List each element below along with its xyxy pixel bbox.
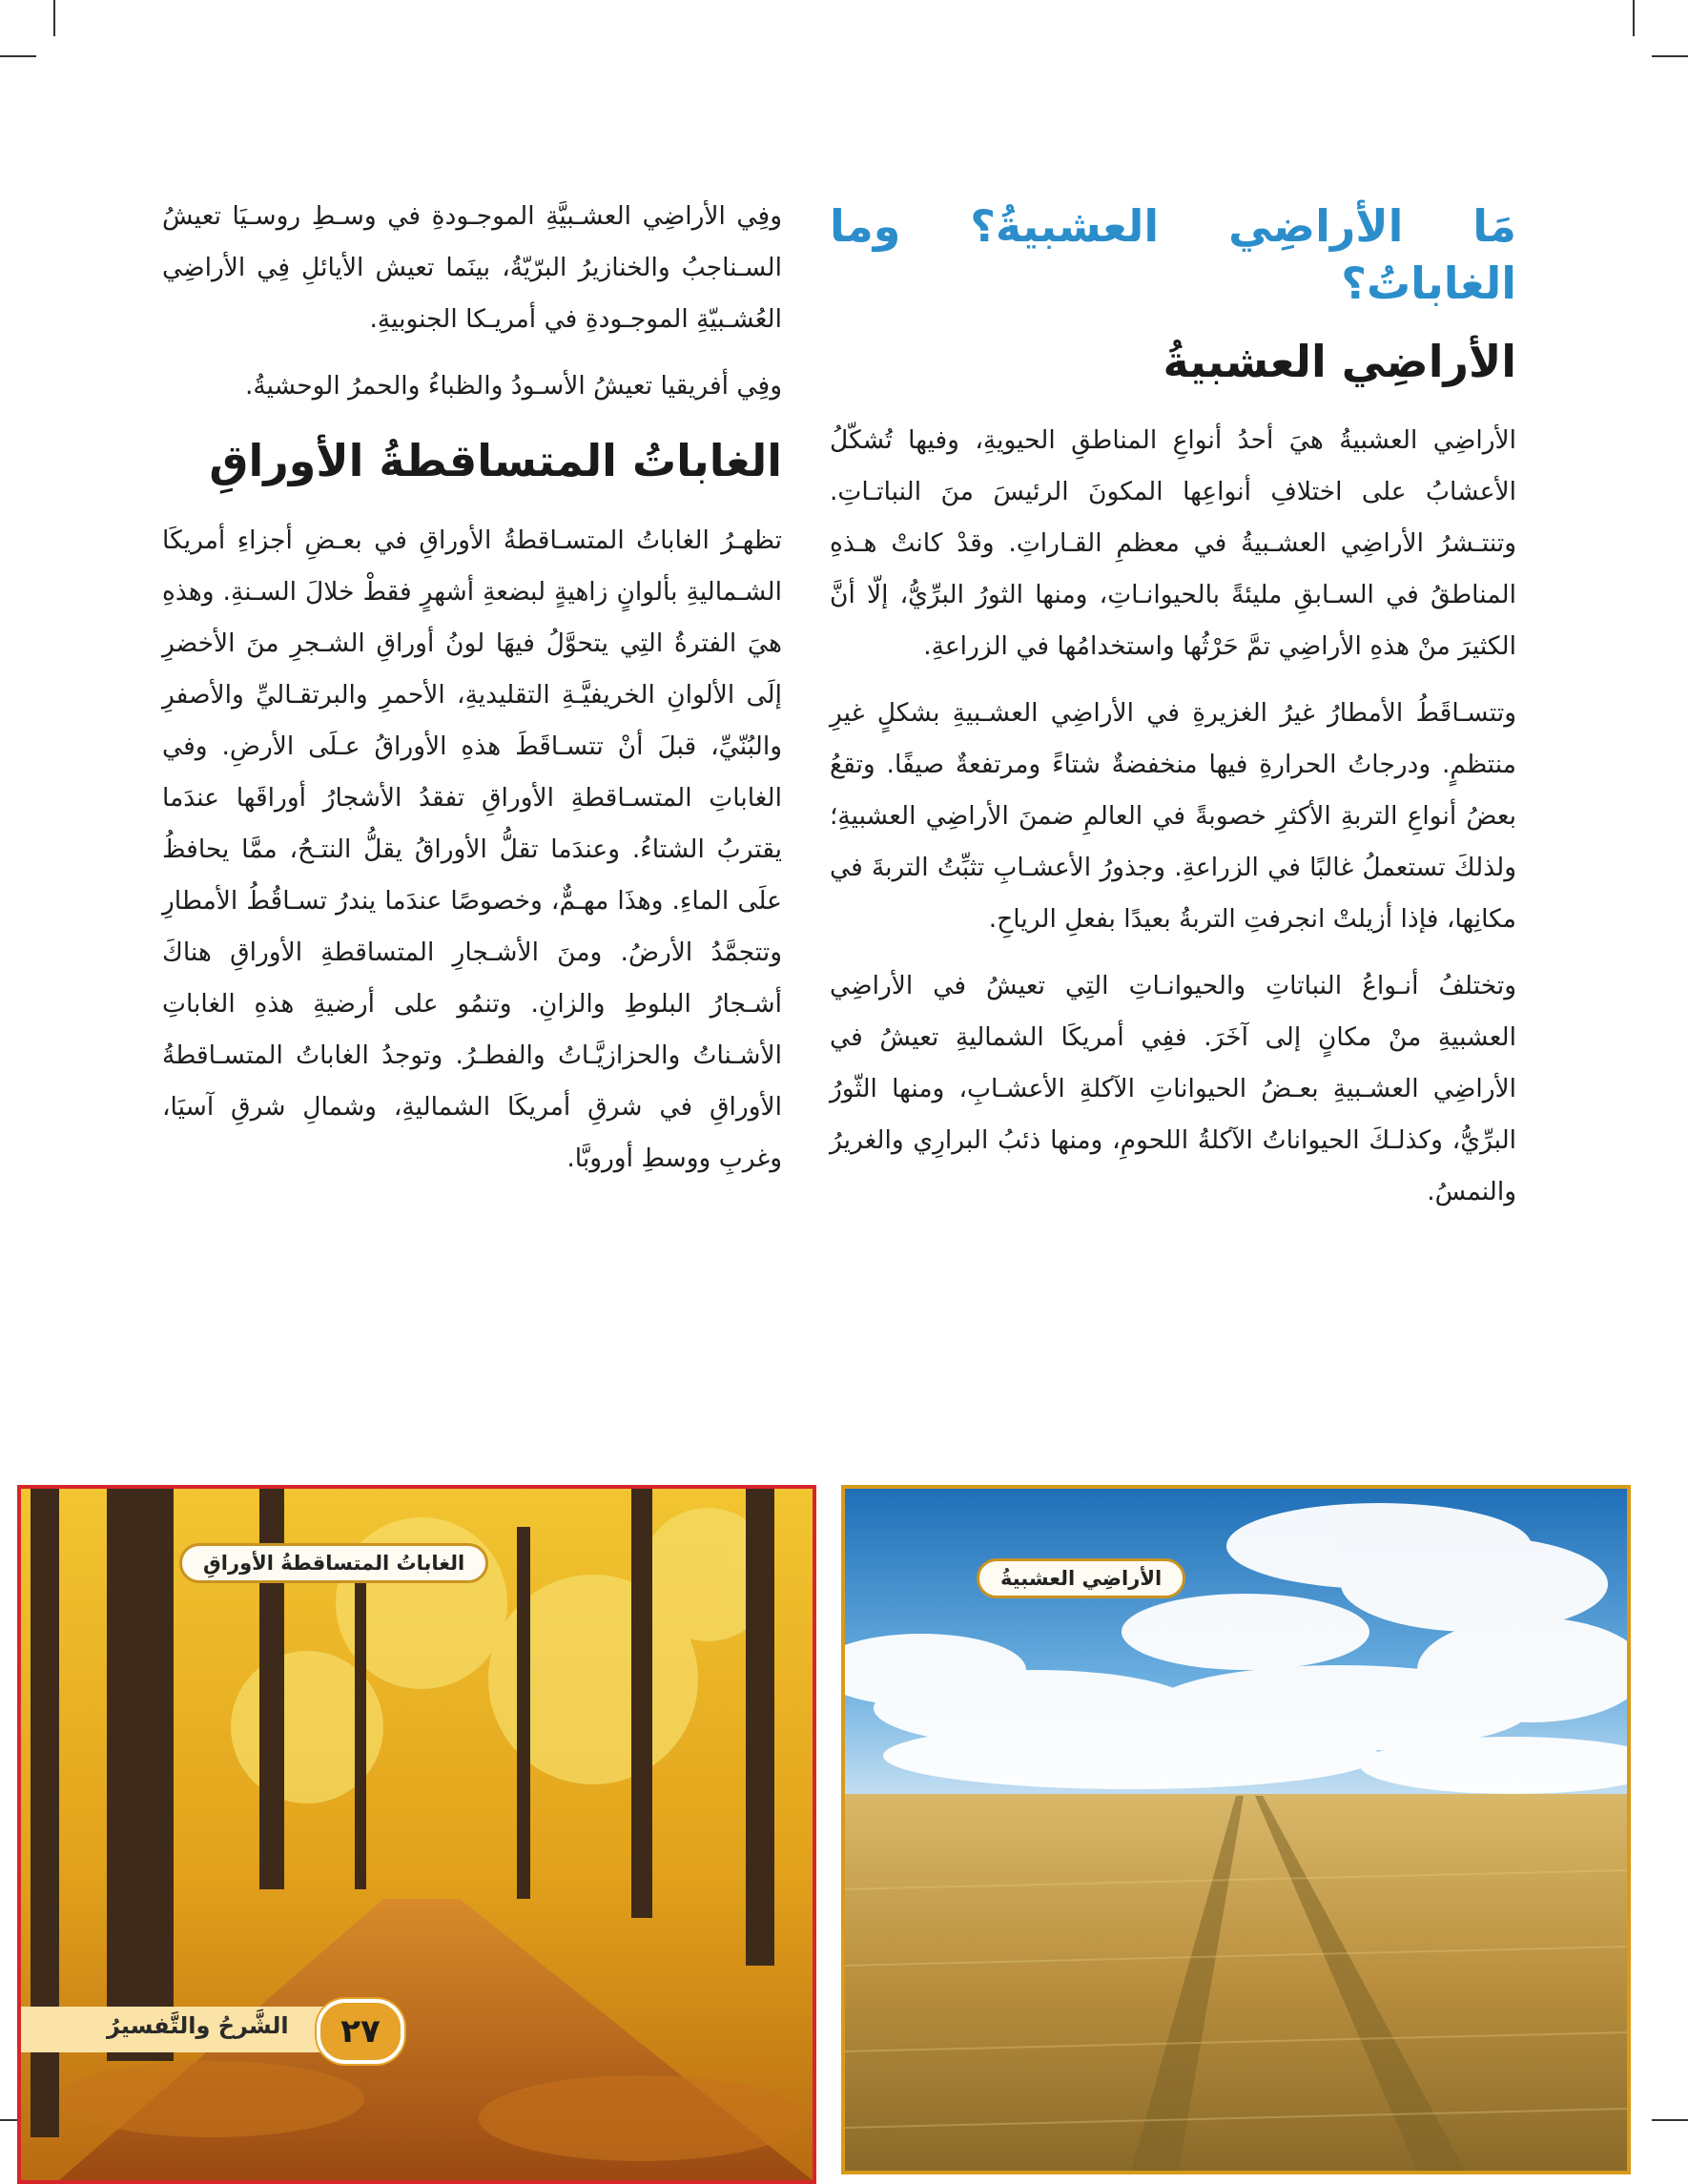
grasslands-paragraph-3: وتختلفُ أنـواعُ النباتاتِ والحيوانـاتِ التِي تعيشُ في الأراضِي العشبيةِ منْ مكانٍ إلى آخَرَ. ففِي أمريكَا الشماليةِ تعيشُ في الأراضِي العشـبيةِ بعـضُ الحيواناتِ الآكلةِ الأعشـابِ، ومنها الثّورُ البرِّيُّ، وكذلـكَ الحيواناتُ الآكلةُ اللحومِ، ومنها ذئبُ البرارِي والغريرُ والنمسُ. [830, 971, 1516, 1207]
page-number: ٢٧ [317, 1999, 404, 2064]
left-column [162, 191, 782, 1200]
forests-caption: الغاباتُ المتساقطةُ الأوراقِ [179, 1543, 488, 1583]
crop-mark [1652, 2119, 1688, 2121]
section-label: الشَّرحُ والتَّفسيرُ [107, 2012, 289, 2039]
question-title: مَا الأراضِي العشبيةُ؟ وما الغاباتُ؟ [830, 200, 1516, 309]
crop-mark [1633, 0, 1635, 36]
grassland-photo [841, 1485, 1631, 2174]
intro-paragraph-2: وفِي أفريقيا تعيشُ الأسـودُ والظباءُ والحمرُ الوحشيةُ. [244, 371, 782, 401]
grassland-illustration [845, 1489, 1627, 2171]
crop-mark [53, 0, 55, 36]
forests-heading: الغاباتُ المتساقطةُ الأوراقِ [209, 435, 782, 486]
grasslands-paragraph-1: الأراضِي العشبيةُ هيَ أحدُ أنواعِ المناطقِ الحيويةِ، وفيها تُشكّلُ الأعشابُ على اختلافِ أنواعِها المكونَ الرئيسَ منَ النباتـاتِ. وتنتـشرُ الأراضِي العشـبيةُ في معظمِ القـاراتِ. وقدْ كانتْ هـذهِ المناطقُ في السـابقِ مليئةً بالحيوانـاتِ، ومنها الثورُ البرِّيُّ، إلّا أنَّ الكثيرَ منْ هذهِ الأراضِي تمَّ حَرْثُها واستخدامُها في الزراعةِ. [830, 425, 1516, 662]
page-footer [21, 1999, 402, 2060]
right-column [830, 191, 1516, 1233]
grasslands-heading: الأراضِي العشبيةُ [1163, 335, 1516, 387]
intro-paragraph-1: وفِي الأراضِي العشـبيَّةِ الموجـودةِ في وسـطِ روسـيَا تعيشُ السـناجبُ والخنازيرُ البرّيّةُ، بينَما تعيش الأيائلِ فِي الأراضِي العُشـبيّةِ الموجـودةِ في أمريـكا الجنوبيةِ. [162, 201, 782, 334]
grasslands-paragraph-2: وتتسـاقَطُ الأمطارُ غيرُ الغزيرةِ في الأراضِي العشـبيةِ بشكلٍ غيرِ منتظمٍ. ودرجاتُ الحرارةِ فيها منخفضةٌ شتاءً ومرتفعةٌ صيفًا. وتقعُ بعضُ أنواعِ التربةِ الأكثرِ خصوبةً في العالمِ ضمنَ الأراضِي العشبيةِ؛ ولذلكَ تستعملُ غالبًا في الزراعةِ. وجذورُ الأعشـابِ تثبِّتُ التربةَ في مكانِها، فإذا أزيلتْ انجرفتِ التربةُ بعيدًا بفعلِ الرياحِ. [830, 698, 1516, 935]
forest-illustration [21, 1489, 813, 2180]
crop-mark [1652, 55, 1688, 57]
forests-paragraph: تظهـرُ الغاباتُ المتسـاقطةُ الأوراقِ في بعـضِ أجزاءِ أمريكَا الشـماليةِ بألوانٍ زاهيةٍ لبضعةِ أشهرٍ فقطْ خلالَ السـنةِ. وهذهِ هيَ الفترةُ التِي يتحوَّلُ فيهَا لونُ أوراقِ الشـجرِ منَ الأخضرِ إلَى الألوانِ الخريفيَّـةِ التقليديةِ، الأحمرِ والبرتقـاليِّ والأصفرِ والبُنّيِّ، قبلَ أنْ تتسـاقَطَ هذهِ الأوراقُ عـلَى الأرضِ. وفي الغاباتِ المتسـاقطةِ الأوراقِ تفقدُ الأشجارُ أوراقَها عندَما يقتربُ الشتاءُ. وعندَما تقلُّ الأوراقُ يقلُّ النتـحُ، ممَّا يحافظُ علَى الماءِ. وهذَا مهـمٌّ، وخصوصًا عندَما يندرُ تسـاقُطُ الأمطارِ وتتجمَّدُ الأرضُ. ومنَ الأشـجارِ المتساقطةِ الأوراقِ هناكَ أشـجارُ البلوطِ والزانِ. وتنمُو على أرضيةِ هذهِ الغاباتِ الأشـناتُ والحزازيَّـاتُ والفطـرُ. وتوجدُ الغاباتُ المتسـاقطةُ الأوراقِ في شرقِ أمريكَا الشماليةِ، وشمالِ شرقِ آسيَا، وغربِ ووسطِ أوروبَّا. [162, 525, 782, 1173]
forest-photo [17, 1485, 816, 2184]
grasslands-caption: الأراضِي العشبيةُ [977, 1558, 1185, 1598]
crop-mark [0, 55, 36, 57]
